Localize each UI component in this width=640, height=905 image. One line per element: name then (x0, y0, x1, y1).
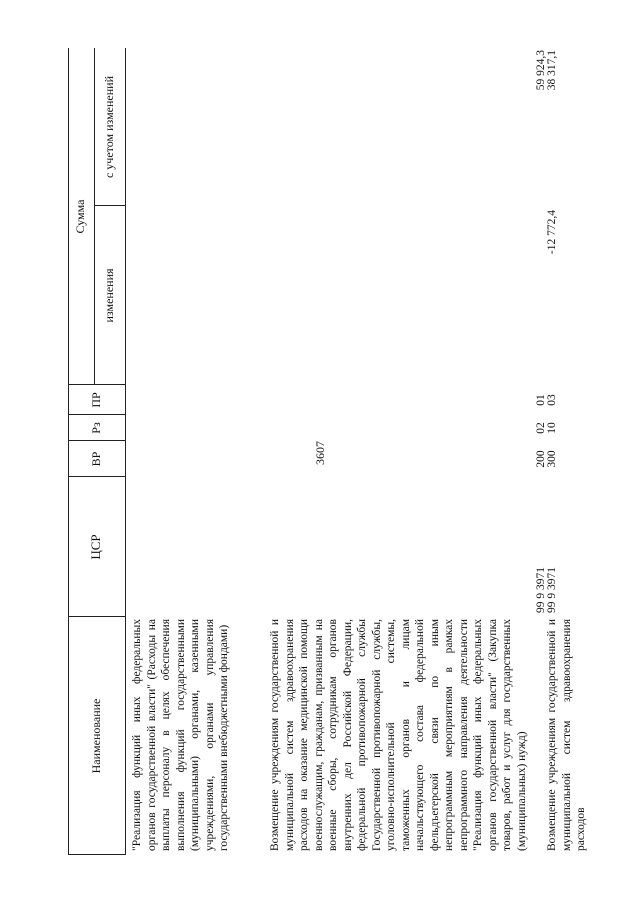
header-vr: ВР (88, 451, 103, 467)
page-number: 3607 (313, 441, 327, 465)
row-3-csr: 99 9 3971 (546, 567, 558, 613)
row-2-rz: 02 (535, 422, 547, 434)
row-3-rz: 10 (546, 422, 558, 434)
row-3-with-changes: 38 317,1 (546, 50, 558, 91)
budget-table (68, 48, 587, 855)
header-bottom-rule (125, 48, 126, 855)
header-with-changes: с учетом изменений (101, 75, 116, 179)
row-1-name: "Реализация функций иных федеральных органов государственной власти" (Расходы на выплаты персоналу в целях обеспечения выполнения функций государственными (муниципальными) органами, казенными учреждениями, органами управления государственными внебюджетными фондами) (131, 619, 230, 851)
row-2-csr: 99 9 3971 (535, 567, 547, 613)
row-2-with-changes: 59 924,3 (535, 50, 547, 91)
row-3-vr: 300 (546, 450, 558, 468)
header-change: изменения (101, 268, 116, 323)
row-3-change: -12 772,4 (546, 210, 558, 255)
row-2-pr: 01 (535, 394, 547, 406)
rotated-table-container (68, 48, 587, 855)
header-sum: Сумма (73, 199, 88, 234)
header-csr: ЦСР (88, 534, 104, 560)
row-2-name: Возмещение учреждениям государственной и муниципальной систем здравоохранения расходов на оказание медицинской помощи военнослужащим, гражданам, призванным на военные сборы, сотрудникам органов внутренних дел Российской Федерации, федеральной противопожарной службы Государственной противопожарной службы, уголовно-исполнительной системы, таможенных органов и лицам начальствующего состава федеральной фельдъегерской связи по иным непрограммным мероприятиям в рамках непрограммного направления деятельности "Реализация функций иных федеральных органов государственной власти" (Закупка товаров, работ и услуг для государственных (муниципальных) нужд) (269, 619, 528, 851)
header-rz: Рз (88, 422, 103, 434)
row-3-pr: 03 (546, 394, 558, 406)
header-pr: ПР (88, 392, 103, 408)
row-3-name: Возмещение учреждениям государственной и муниципальной систем здравоохранения расходов (546, 619, 587, 851)
row-2-vr: 200 (535, 450, 547, 468)
header-name: Наименование (88, 698, 103, 774)
